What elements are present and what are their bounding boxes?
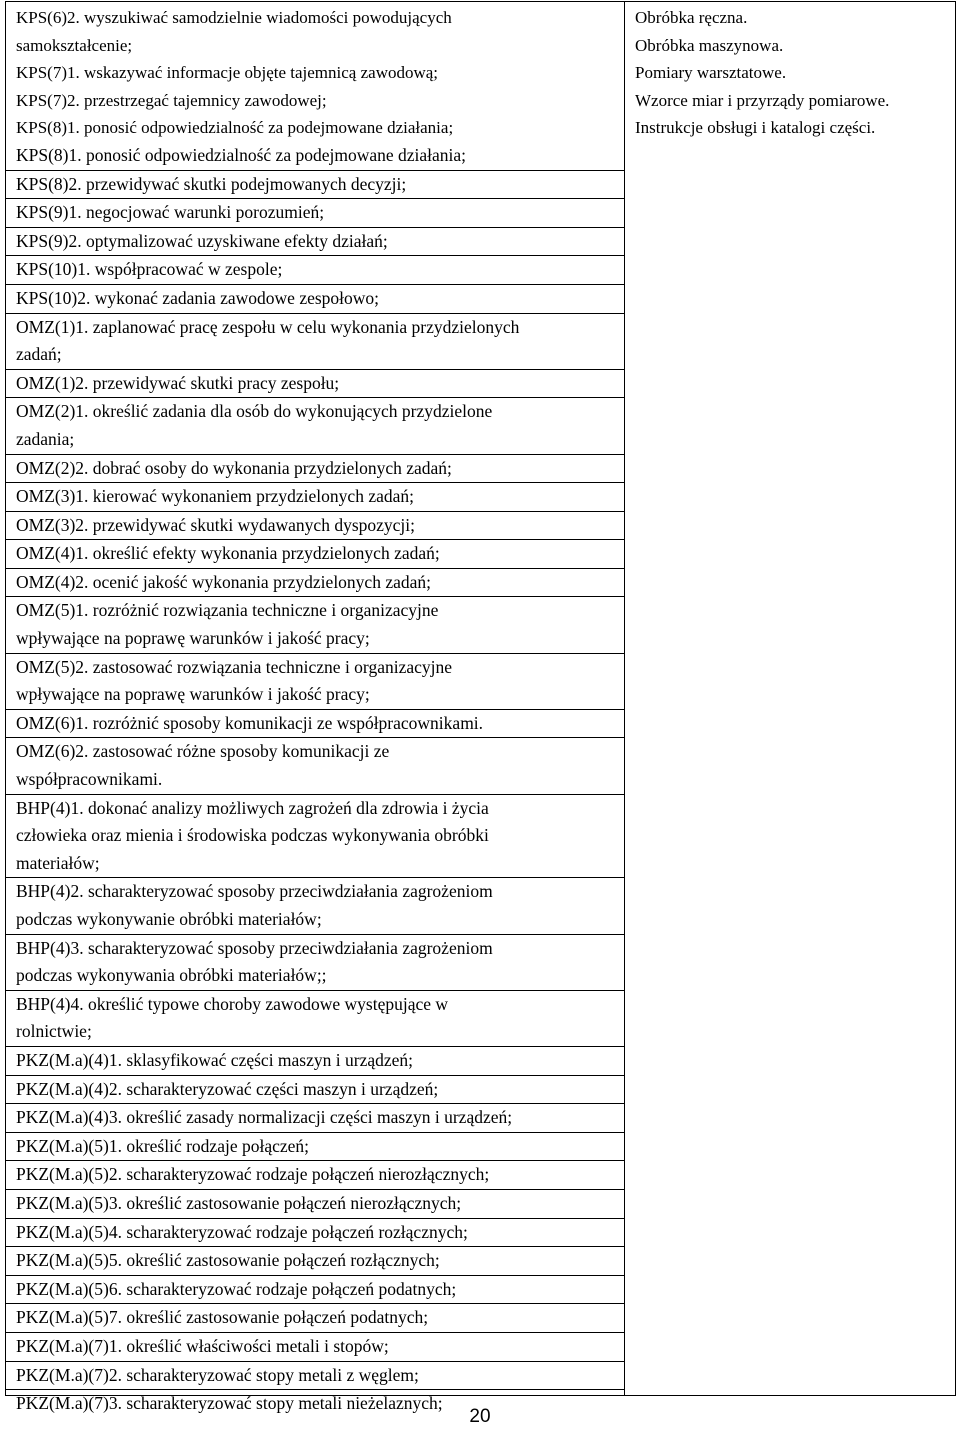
- table-row: [6, 171, 624, 200]
- row-text-line: PKZ(M.a)(7)1. określić właściwości metali i stopów;: [16, 1335, 389, 1356]
- row-text-line: OMZ(3)1. kierować wykonaniem przydzielonych zadań;: [16, 486, 414, 507]
- row-text-line: podczas wykonywania obróbki materiałów;;: [16, 965, 327, 986]
- row-text-line: KPS(10)2. wykonać zadania zawodowe zespołowo;: [16, 287, 380, 308]
- row-text-line: KPS(8)2. przewidywać skutki podejmowanych decyzji;: [16, 173, 407, 194]
- row-text-line: BHP(4)2. scharakteryzować sposoby przeciwdziałania zagrożeniom: [16, 881, 493, 902]
- table-row: [6, 878, 624, 934]
- content-table: [5, 1, 956, 1414]
- table-row: [6, 2, 624, 142]
- row-text-line: materiałów;: [16, 852, 100, 873]
- table-row: [6, 654, 624, 710]
- table-row: [6, 142, 624, 171]
- row-text-line: BHP(4)1. dokonać analizy możliwych zagrożeń dla zdrowia i życia: [16, 797, 489, 818]
- material-item: Wzorce miar i przyrządy pomiarowe.: [635, 90, 890, 110]
- row-text-line: PKZ(M.a)(5)5. określić zastosowanie połączeń rozłącznych;: [16, 1250, 440, 1271]
- row-text-line: PKZ(M.a)(5)1. określić rodzaje połączeń;: [16, 1135, 310, 1156]
- row-text-line: BHP(4)4. określić typowe choroby zawodowe występujące w: [16, 993, 449, 1014]
- row-text-line: OMZ(4)1. określić efekty wykonania przydzielonych zadań;: [16, 543, 440, 564]
- row-text-line: KPS(7)1. wskazywać informacje objęte tajemnicą zawodową;: [16, 63, 439, 83]
- row-text-line: PKZ(M.a)(5)7. określić zastosowanie połączeń podatnych;: [16, 1307, 429, 1328]
- table-row: [6, 1047, 624, 1076]
- material-item: Obróbka maszynowa.: [635, 35, 784, 55]
- row-text-line: OMZ(2)2. dobrać osoby do wykonania przydzielonych zadań;: [16, 457, 452, 478]
- table-row: [6, 314, 624, 370]
- row-text-line: KPS(9)1. negocjować warunki porozumień;: [16, 202, 325, 223]
- row-text-line: wpływające na poprawę warunków i jakość pracy;: [16, 684, 370, 705]
- table-row: [6, 199, 624, 228]
- row-text-line: rolnictwie;: [16, 1021, 92, 1042]
- row-text-line: OMZ(1)2. przewidywać skutki pracy zespołu;: [16, 372, 340, 393]
- row-text-line: OMZ(5)1. rozróżnić rozwiązania techniczne i organizacyjne: [16, 600, 439, 621]
- table-row: [6, 455, 624, 484]
- table-row: [6, 795, 624, 879]
- table-row: [6, 1219, 624, 1248]
- row-text-line: KPS(9)2. optymalizować uzyskiwane efekty działań;: [16, 230, 388, 251]
- material-item: Pomiary warsztatowe.: [635, 63, 787, 83]
- row-text-line: KPS(8)1. ponosić odpowiedzialność za podejmowane działania;: [16, 118, 454, 138]
- row-text-line: OMZ(5)2. zastosować rozwiązania techniczne i organizacyjne: [16, 656, 453, 677]
- table-row: [6, 1104, 624, 1133]
- table-row: [6, 1161, 624, 1190]
- table-row: [6, 285, 624, 314]
- table-row: [6, 1076, 624, 1105]
- row-text-line: samokształcenie;: [16, 35, 133, 55]
- row-text-line: OMZ(2)1. określić zadania dla osób do wykonujących przydzielone: [16, 401, 493, 422]
- table-row: [6, 540, 624, 569]
- learning-outcomes-column: [6, 2, 625, 1414]
- row-text-line: BHP(4)3. scharakteryzować sposoby przeciwdziałania zagrożeniom: [16, 937, 493, 958]
- row-text-line: KPS(8)1. ponosić odpowiedzialność za podejmowane działania;: [16, 144, 467, 165]
- table-row: [6, 1276, 624, 1305]
- table-row: [6, 935, 624, 991]
- page-number: 20: [469, 1406, 491, 1427]
- table-row: [6, 1133, 624, 1162]
- table-row: [6, 228, 624, 257]
- table-row: [6, 256, 624, 285]
- row-text-line: człowieka oraz mienia i środowiska podczas wykonywania obróbki: [16, 825, 489, 846]
- row-text-line: podczas wykonywanie obróbki materiałów;: [16, 909, 322, 929]
- table-row: [6, 483, 624, 512]
- row-text-line: KPS(7)2. przestrzegać tajemnicy zawodowej;: [16, 90, 327, 110]
- row-text-line: PKZ(M.a)(7)3. scharakteryzować stopy metali nieżelaznych;: [16, 1393, 443, 1414]
- material-item: Obróbka ręczna.: [635, 8, 748, 27]
- row-text-line: OMZ(4)2. ocenić jakość wykonania przydzielonych zadań;: [16, 571, 431, 592]
- row-text-line: PKZ(M.a)(4)3. określić zasady normalizacji części maszyn i urządzeń;: [16, 1107, 513, 1128]
- row-text-line: PKZ(M.a)(5)3. określić zastosowanie połączeń nierozłącznych;: [16, 1192, 462, 1213]
- table-row: [6, 1304, 624, 1333]
- table-row: [6, 738, 624, 794]
- row-text-line: KPS(6)2. wyszukiwać samodzielnie wiadomości powodujących: [16, 8, 452, 27]
- row-text-line: zadania;: [16, 428, 75, 449]
- row-text-line: PKZ(M.a)(4)2. scharakteryzować części maszyn i urządzeń;: [16, 1078, 439, 1099]
- table-row: [6, 597, 624, 653]
- table-row: [6, 1247, 624, 1276]
- table-row: [6, 1333, 624, 1362]
- table-row: [6, 370, 624, 399]
- table-row: [6, 512, 624, 541]
- table-row: [6, 1190, 624, 1219]
- table-row: [6, 1362, 624, 1391]
- row-text-line: OMZ(6)2. zastosować różne sposoby komunikacji ze: [16, 741, 390, 762]
- row-text-line: PKZ(M.a)(4)1. sklasyfikować części maszyn i urządzeń;: [16, 1049, 414, 1070]
- row-text-line: PKZ(M.a)(7)2. scharakteryzować stopy metali z węglem;: [16, 1364, 419, 1385]
- row-text-line: OMZ(1)1. zaplanować pracę zespołu w celu wykonania przydzielonych: [16, 316, 520, 337]
- row-text-line: wpływające na poprawę warunków i jakość pracy;: [16, 628, 370, 649]
- row-text-line: zadań;: [16, 344, 62, 365]
- row-text-line: PKZ(M.a)(5)2. scharakteryzować rodzaje połączeń nierozłącznych;: [16, 1164, 490, 1185]
- table-row: [6, 398, 624, 454]
- table-row: [6, 569, 624, 598]
- row-text-line: OMZ(3)2. przewidywać skutki wydawanych dyspozycji;: [16, 514, 415, 535]
- row-text-line: PKZ(M.a)(5)4. scharakteryzować rodzaje połączeń rozłącznych;: [16, 1221, 468, 1242]
- row-text-line: KPS(10)1. współpracować w zespole;: [16, 259, 283, 280]
- table-row: [6, 710, 624, 739]
- row-text-line: OMZ(6)1. rozróżnić sposoby komunikacji ze współpracownikami.: [16, 712, 484, 733]
- row-text-line: PKZ(M.a)(5)6. scharakteryzować rodzaje połączeń podatnych;: [16, 1278, 457, 1299]
- table-row: [6, 991, 624, 1047]
- materials-column: [625, 2, 955, 1395]
- material-item: Instrukcje obsługi i katalogi części.: [635, 118, 876, 138]
- row-text-line: współpracownikami.: [16, 769, 163, 790]
